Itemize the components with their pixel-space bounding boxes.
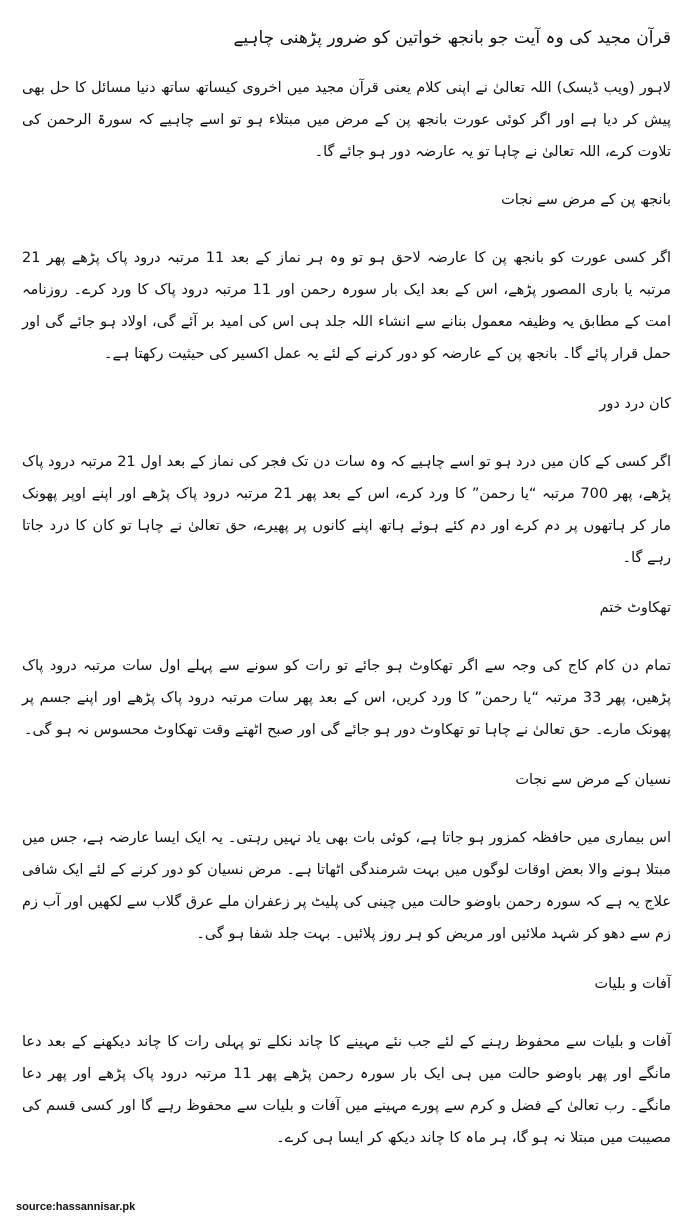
section-earache bbox=[22, 392, 671, 574]
section-forgetfulness bbox=[22, 768, 671, 950]
section-heading: بانجھ پن کے مرض سے نجات bbox=[501, 192, 671, 208]
article-title: قرآن مجید کی وہ آیت جو بانجھ خواتین کو ضرور پڑھنی چاہیے bbox=[233, 28, 671, 48]
section-heading: نسیان کے مرض سے نجات bbox=[515, 772, 671, 788]
section-body: اس بیماری میں حافظہ کمزور ہو جاتا ہے، کوئی بات بھی یاد نہیں رہتی۔ یہ ایک ایسا عارضہ ہے، جس میں مبتلا ہونے والا بعض اوقات لوگوں میں بہت شرمندگی اٹھاتا ہے۔ مرض نسیان کو دور کرنے کے لئے ایک شافی علاج یہ ہے کہ سورہ رحمن باوضو حالت میں چینی کی پلیٹ پر زعفران ملے عرق گلاب سے لکھیں اور آب زم زم سے دھو کر شہد ملائیں اور مریض کو ہر روز پلائیں۔ بہت جلد شفا ہو گی۔ bbox=[22, 830, 671, 942]
section-calamities bbox=[22, 972, 671, 1154]
section-body: آفات و بلیات سے محفوظ رہنے کے لئے جب نئے مہینے کا چاند نکلے تو پہلی رات کا چاند دیکھنے کے بعد دعا مانگے اور پھر باوضو حالت میں ہی ایک بار سورہ رحمن پڑھے پھر 11 مرتبہ درود پاک پڑھے اور پھر دعا مانگے۔ رب تعالیٰ کے فضل و کرم سے پورے مہینے میں آفات و بلیات سے محفوظ رہے گا اور کسی قسم کی مصیبت میں مبتلا نہ ہو گا، ہر ماہ کا چاند دیکھ کر ایسا ہی کرے۔ bbox=[22, 1034, 672, 1146]
section-fatigue bbox=[22, 596, 671, 746]
section-heading: تھکاوٹ ختم bbox=[599, 600, 671, 616]
section-body: اگر کسی کے کان میں درد ہو تو اسے چاہیے کہ وہ سات دن تک فجر کی نماز کے بعد اول 21 مرتبہ درود پاک پڑھے، پھر 700 مرتبہ “یا رحمن” کا ورد کرے، اس کے بعد پھر 21 مرتبہ درود پاک پڑھے اور اپنے اوپر پھونک مار کر ہاتھوں پر دم کرے اور دم کئے ہوئے ہاتھ اپنے کانوں پر پھیرے، حق تعالیٰ نے چاہا تو کان کا درد جاتا رہے گا۔ bbox=[22, 454, 671, 566]
source-credit: source:hassannisar.pk bbox=[16, 1201, 136, 1213]
section-body: اگر کسی عورت کو بانجھ پن کا عارضہ لاحق ہو تو وہ ہر نماز کے بعد 11 مرتبہ درود پاک پڑھے پھر 21 مرتبہ یا باری المصور پڑھے، اس کے بعد ایک بار سورہ رحمن اور 11 مرتبہ درود پاک کا ورد کرے۔ روزنامہ امت کے مطابق یہ وظیفہ معمول بنانے سے انشاء اللہ جلد ہی اس کی امید بر آئے گی، اولاد ہو جائے گی اور حمل قرار پائے گا۔ بانجھ پن کے عارضہ کو دور کرنے کے لئے یہ عمل اکسیر کی حیثیت رکھتا ہے۔ bbox=[22, 250, 672, 362]
section-heading: آفات و بلیات bbox=[594, 976, 671, 992]
section-heading: کان درد دور bbox=[599, 396, 671, 412]
section-body: تمام دن کام کاج کی وجہ سے اگر تھکاوٹ ہو جائے تو رات کو سونے سے پہلے اول سات مرتبہ درود پاک پڑھیں، پھر 33 مرتبہ “یا رحمن” کا ورد کریں، اس کے بعد پھر سات مرتبہ درود پاک پڑھے اور اپنے جسم پر پھونک مارے۔ حق تعالیٰ نے چاہا تو تھکاوٹ دور ہو جائے گی اور صبح اٹھتے وقت تھکاوٹ محسوس نہ ہو گی۔ bbox=[22, 658, 672, 738]
section-infertility bbox=[22, 188, 671, 370]
intro-paragraph: لاہور (ویب ڈیسک) اللہ تعالیٰ نے اپنی کلام یعنی قرآن مجید میں اخروی کیساتھ ساتھ دنیا مسائل کا حل بھی پیش کر دیا ہے اور اگر کوئی عورت بانجھ پن کے مرض میں مبتلاء ہو تو اسے چاہیے کہ سورۃ الرحمن کی تلاوت کرے، اللہ تعالیٰ نے چاہا تو یہ عارضہ دور ہو جائے گا۔ bbox=[22, 80, 671, 160]
